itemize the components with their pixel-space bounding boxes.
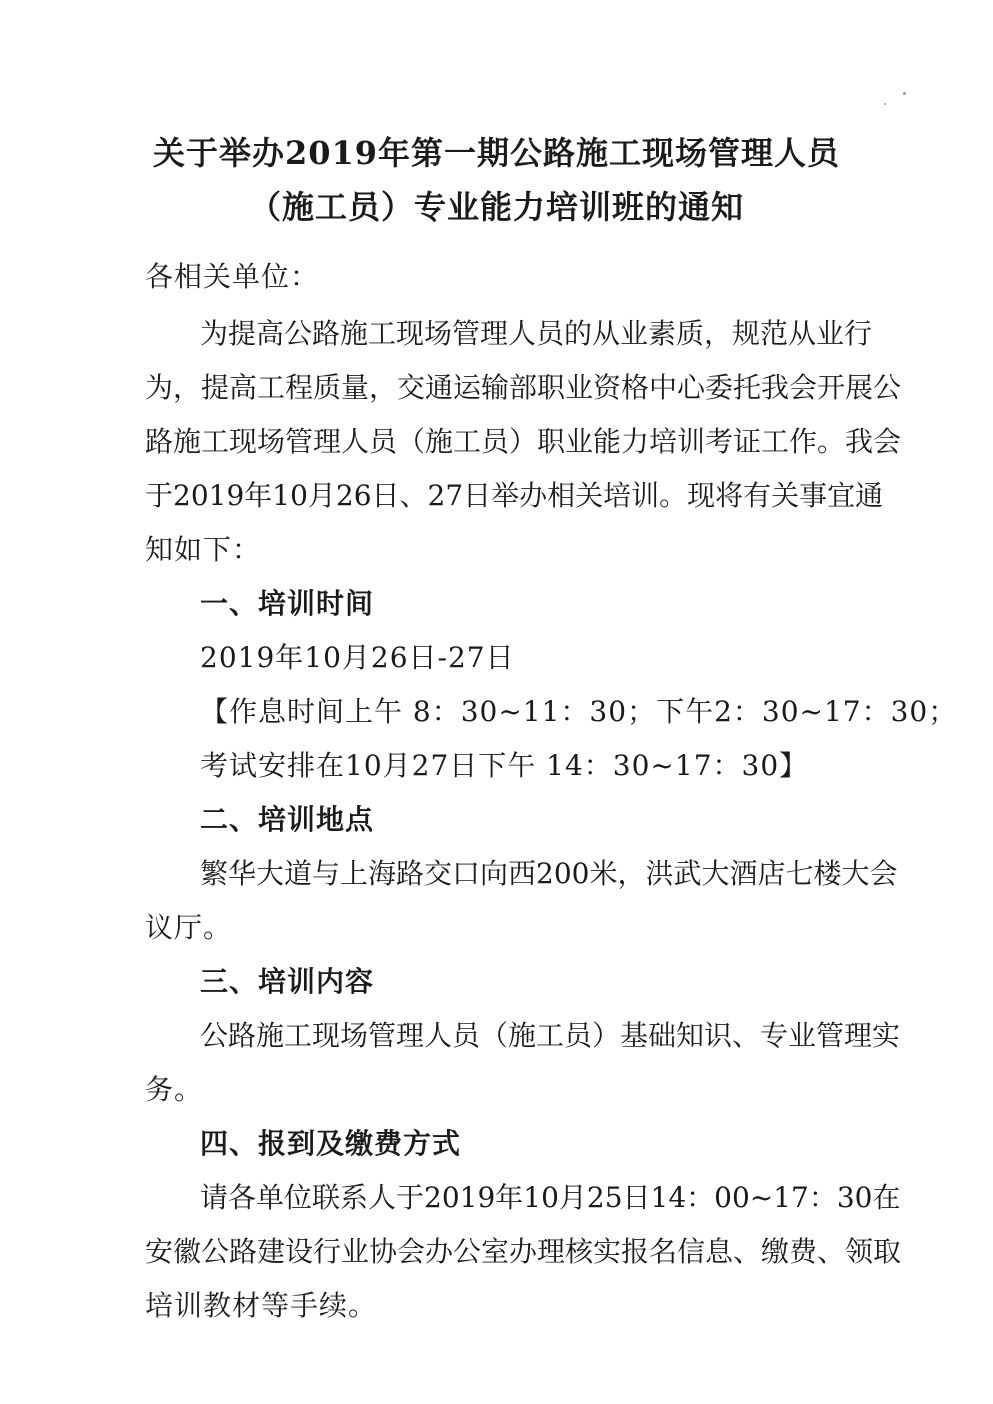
registration-line-3: 培训教材等手续。 [145, 1289, 378, 1322]
section-heading-training-content: 三、培训内容 [200, 965, 375, 998]
intro-line-5: 知如下： [145, 533, 262, 566]
intro-line-1: 为提高公路施工现场管理人员的从业素质，规范从业行 [200, 317, 873, 350]
document-title-line-2: （施工员）专业能力培训班的通知 [248, 188, 744, 226]
intro-line-4: 于2019年10月26日、27日举办相关培训。现将有关事宜通 [145, 479, 884, 512]
registration-line-2: 安徽公路建设行业协会办公室办理核实报名信息、缴费、领取 [145, 1235, 902, 1268]
section-heading-training-location: 二、培训地点 [200, 803, 375, 836]
location-line-2: 议厅。 [145, 911, 233, 944]
section-heading-registration-payment: 四、报到及缴费方式 [200, 1127, 462, 1160]
scan-speck [903, 92, 906, 95]
registration-line-1: 请各单位联系人于2019年10月25日14：00~17：30在 [200, 1181, 901, 1214]
schedule-line-1: 【作息时间上午 8：30~11：30；下午2：30~17：30； [200, 695, 958, 728]
document-title-line-1: 关于举办2019年第一期公路施工现场管理人员 [152, 134, 841, 172]
section-heading-training-time: 一、培训时间 [200, 587, 375, 620]
salutation: 各相关单位： [145, 260, 320, 293]
location-line-1: 繁华大道与上海路交口向西200米，洪武大酒店七楼大会 [200, 857, 898, 890]
content-line-1: 公路施工现场管理人员（施工员）基础知识、专业管理实 [200, 1019, 901, 1052]
schedule-line-2: 考试安排在10月27日下午 14：30~17：30】 [200, 749, 809, 782]
training-date: 2019年10月26日-27日 [200, 641, 515, 674]
content-line-2: 务。 [145, 1073, 204, 1106]
scan-speck [884, 103, 886, 105]
intro-line-2: 为，提高工程质量，交通运输部职业资格中心委托我会开展公 [145, 371, 902, 404]
intro-line-3: 路施工现场管理人员（施工员）职业能力培训考证工作。我会 [145, 425, 902, 458]
